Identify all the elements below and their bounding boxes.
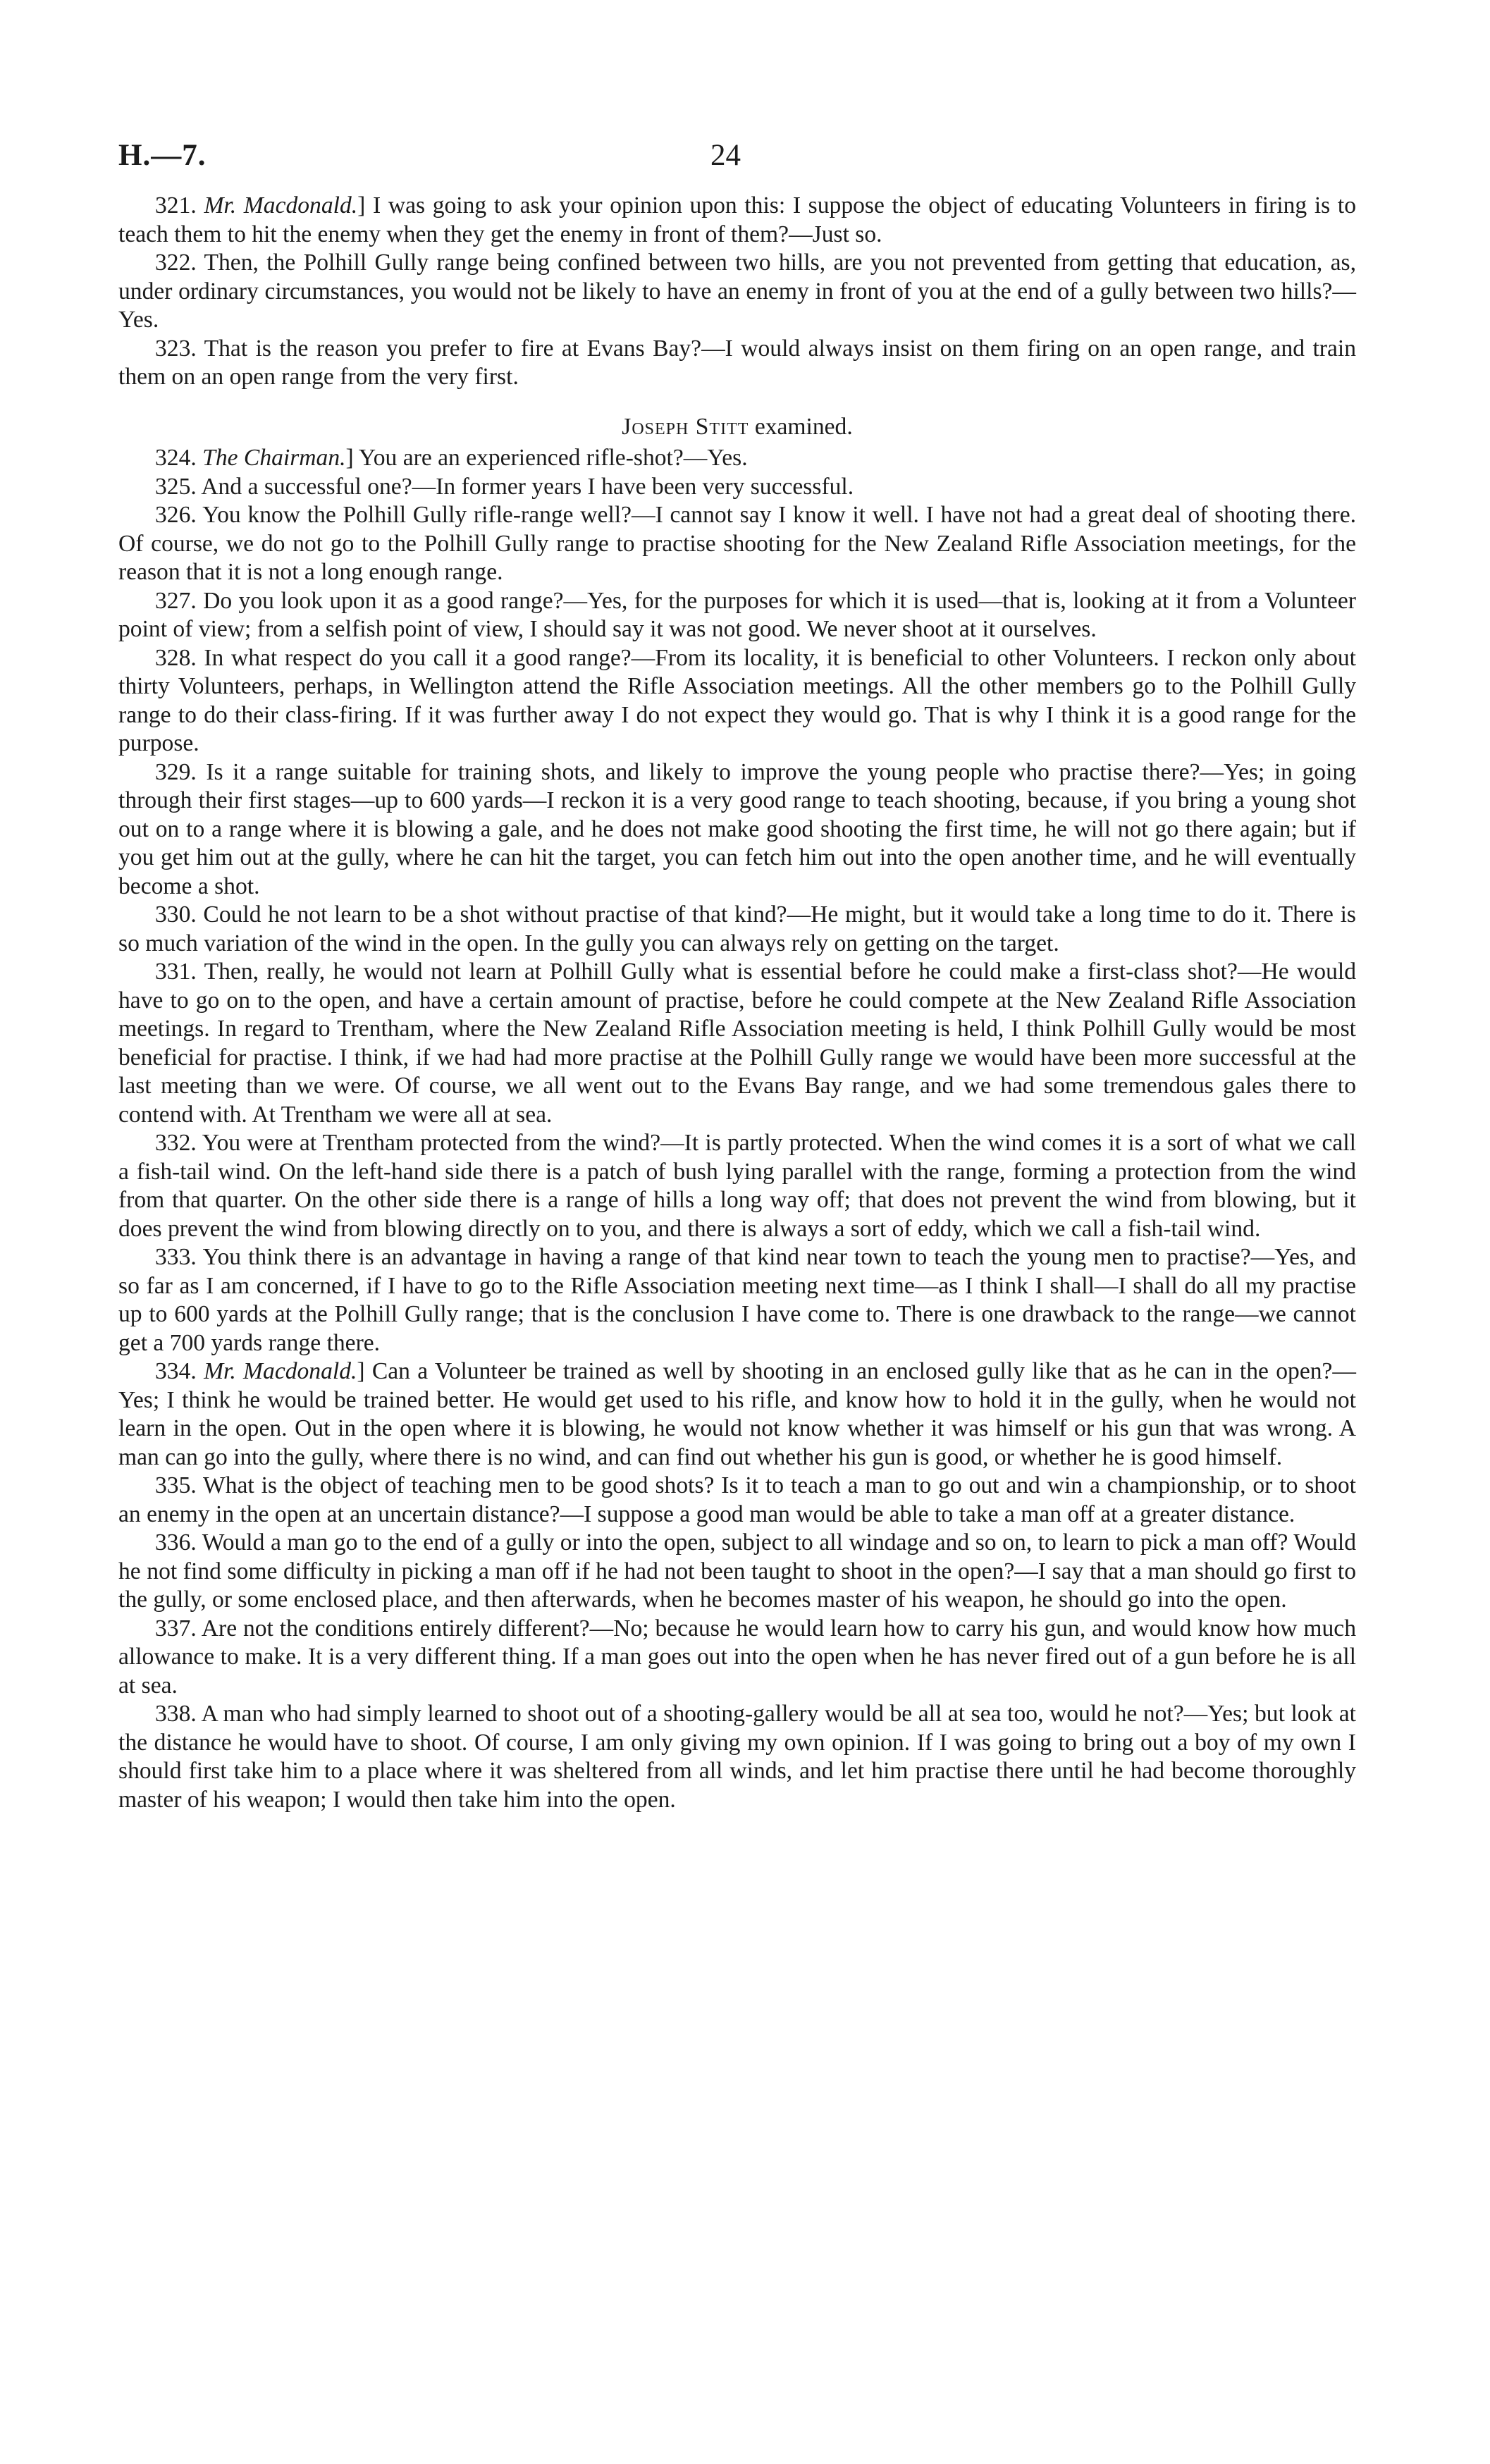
question-number: 331.	[155, 959, 197, 985]
question-number: 323.	[155, 335, 197, 362]
question-paragraph: 334. Mr. Macdonald.] Can a Volunteer be trained as well by shooting in an enclosed gully like that as he can in the open?—Yes; I think he would be trained better. He would get used to his rifle, and know how to hold it in the gully, when he would not learn in the open. Out in the open where it is blowing, he would not know whether it was himself or his gun that was wrong. A man can go into the gully, where there is no wind, and can find out whether his gun is good, or whether he is good himself.	[118, 1358, 1356, 1470]
question-paragraph: 324. The Chairman.] You are an experienced rifle-shot?—Yes.	[155, 445, 748, 471]
question-number: 335.	[155, 1472, 197, 1498]
question-number: 321.	[155, 192, 197, 218]
question-number: 333.	[155, 1244, 197, 1270]
question-paragraph	[118, 1129, 1356, 1243]
question-text: You are an experienced rifle-shot?—Yes.	[358, 445, 748, 471]
question-text: You think there is an advantage in having a range of that kind near town to teach the young men to practise?—Yes, and so far as I am concerned, if I have to go to the Rifle Association meeting next time—as I think I shall—I shall do all my practise up to 600 yards at the Polhill Gully range; that is the conclusion I have come to. There is one drawback to the range—we cannot get a 700 yards range there.	[118, 1244, 1356, 1356]
question-number: 337.	[155, 1615, 197, 1641]
question-paragraph	[118, 644, 1356, 758]
question-text: In what respect do you call it a good range?—From its locality, it is beneficial to other Volunteers. I reckon only about thirty Volunteers, perhaps, in Wellington attend the Rifle Association meetings. All the other members go to the Polhill Gully range to do their class-firing. If it was further away I do not expect they would go. That is why I think it is a good range for the purpose.	[118, 644, 1356, 756]
question-paragraph: 321. Mr. Macdonald.] I was going to ask your opinion upon this: I suppose the object of educating Volunteers in firing is to teach them to hit the enemy when they get the enemy in front of them?—Just so.	[118, 192, 1356, 247]
question-text: Is it a range suitable for training shots, and likely to improve the young people who practise there?—Yes; in going through their first stages—up to 600 yards—I reckon it is a very good range to teach shooting, because, if you bring a young shot out on to a range where it is blowing a gale, and he does not make good shooting the first time, he will not go there again; but if you get him out at the gully, where he can hit the target, you can fetch him out into the open another time, and he will eventually become a shot.	[118, 758, 1356, 899]
question-paragraph	[118, 249, 1356, 335]
question-text: Would a man go to the end of a gully or into the open, subject to all windage and so on, to learn to pick a man off? Would he not find some difficulty in picking a man off if he had not been taught to shoot in the open?—I say that a man should go first to the gully, or some enclosed place, and then afterwards, when he becomes master of his weapon, he should go into the open.	[118, 1529, 1356, 1613]
question-text: Are not the conditions entirely different?—No; because he would learn how to carry his gun, and would know how much allowance to make. It is a very different thing. If a man goes out into the open when he has never fired out of a gun before he is all at sea.	[118, 1615, 1356, 1699]
question-text: You know the Polhill Gully rifle-range well?—I cannot say I know it well. I have not had a great deal of shooting there. Of course, we do not go to the Polhill Gully range to practise shooting for the New Zealand Rifle Association meetings, for the reason that it is not a long enough range.	[118, 502, 1356, 585]
speaker-name: Mr. Macdonald.	[204, 192, 358, 218]
question-text: A man who had simply learned to shoot out of a shooting-gallery would be all at sea too, would he not?—Yes; but look at the distance he would have to shoot. Of course, I am only giving my own opinion. If I was going to bring out a boy of my own I should first take him to a place where it was sheltered from all winds, and let him practise there until he had become thoroughly master of his weapon; I would then take him into the open.	[118, 1701, 1356, 1813]
question-text: And a successful one?—In former years I have been very successful.	[201, 473, 854, 500]
question-text: That is the reason you prefer to fire at Evans Bay?—I would always insist on them firing on an open range, and train them on an open range from the very first.	[118, 335, 1357, 390]
question-number: 334.	[155, 1358, 197, 1384]
question-number: 332.	[155, 1130, 197, 1156]
question-number: 325.	[155, 473, 197, 500]
question-text: Could he not learn to be a shot without practise of that kind?—He might, but it would take a long time to do it. There is so much variation of the wind in the open. In the gully you can always rely on getting on the target.	[118, 901, 1356, 956]
question-text: I was going to ask your opinion upon this: I suppose the object of educating Volunteers in firing is to teach them to hit the enemy when they get the enemy in front of them?—Just so.	[118, 192, 1356, 247]
question-number: 329.	[155, 758, 197, 785]
speaker-name: Mr. Macdonald.	[204, 1358, 357, 1384]
question-text: Then, the Polhill Gully range being confined between two hills, are you not prevented from getting that education, as, under ordinary circumstances, you would not be likely to have an enemy in front of you at the end of a gully between two hills?—Yes.	[118, 250, 1356, 333]
question-paragraph	[118, 901, 1356, 958]
speaker-name: The Chairman.	[202, 445, 346, 471]
questions-before-section	[118, 192, 1356, 392]
question-paragraph	[118, 1243, 1356, 1357]
question-paragraph	[118, 587, 1356, 644]
question-text: What is the object of teaching men to be good shots? Is it to teach a man to go out and win a championship, or to shoot an enemy in the open at an uncertain distance?—I suppose a good man would be able to take a man off at a greater distance.	[118, 1472, 1357, 1527]
question-text: Can a Volunteer be trained as well by shooting in an enclosed gully like that as he can in the open?—Yes; I think he would be trained better. He would get used to his rifle, and know how to hold it in the gully, when he would not learn in the open. Out in the open where it is blowing, he would not know whether it was himself or his gun that was wrong. A man can go into the gully, where there is no wind, and can find out whether his gun is good, or whether he is good himself.	[118, 1358, 1356, 1470]
document-reference: H.—7.	[118, 139, 207, 172]
question-paragraph	[118, 335, 1356, 392]
question-text: You were at Trentham protected from the wind?—It is partly protected. When the wind comes it is a sort of what we call a fish-tail wind. On the left-hand side there is a patch of bush lying parallel with the range, forming a protection from the wind from that quarter. On the other side there is a range of hills a long way off; that does not prevent the wind from blowing, but it does prevent the wind from blowing directly on to you, and there is always a sort of eddy, which we call a fish-tail wind.	[118, 1130, 1356, 1242]
witness-heading	[118, 413, 1356, 442]
evidence-text	[118, 192, 1356, 1814]
question-text: Then, really, he would not learn at Polhill Gully what is essential before he could make a first-class shot?—He would have to go on to the open, and have a certain amount of practise, before he could compete at the New Zealand Rifle Association meetings. In regard to Trentham, where the New Zealand Rifle Association meeting is held, I think Polhill Gully would be most beneficial for practise. I think, if we had had more practise at the Polhill Gully range we would have been more successful at the last meeting than we were. Of course, we all went out to the Evans Bay range, and we had some tremendous gales there to contend with. At Trentham we were all at sea.	[118, 959, 1357, 1128]
question-paragraph	[118, 1615, 1356, 1701]
question-paragraph	[118, 501, 1356, 587]
question-number: 327.	[155, 587, 197, 614]
question-paragraph	[118, 1529, 1356, 1615]
witness-heading-suffix: examined.	[754, 413, 853, 440]
document-page	[118, 138, 1356, 1814]
question-number: 338.	[155, 1701, 197, 1727]
question-paragraph	[118, 1472, 1356, 1529]
question-paragraph	[118, 1700, 1356, 1814]
question-paragraph	[118, 473, 1356, 502]
question-number: 322.	[155, 250, 197, 276]
questions-after-section	[118, 444, 1356, 1814]
question-paragraph	[118, 758, 1356, 901]
question-number: 330.	[155, 901, 197, 928]
question-paragraph	[118, 958, 1356, 1129]
question-number: 326.	[155, 502, 197, 528]
question-number: 324.	[155, 445, 197, 471]
witness-name: Joseph Stitt	[622, 413, 749, 440]
question-text: Do you look upon it as a good range?—Yes, for the purposes for which it is used—that is, looking at it from a Volunteer point of view; from a selfish point of view, I should say it was not good. We never shoot at it ourselves.	[118, 587, 1356, 642]
running-head	[118, 138, 1356, 192]
page-number: 24	[710, 139, 741, 172]
question-number: 328.	[155, 644, 197, 671]
question-number: 336.	[155, 1529, 197, 1556]
